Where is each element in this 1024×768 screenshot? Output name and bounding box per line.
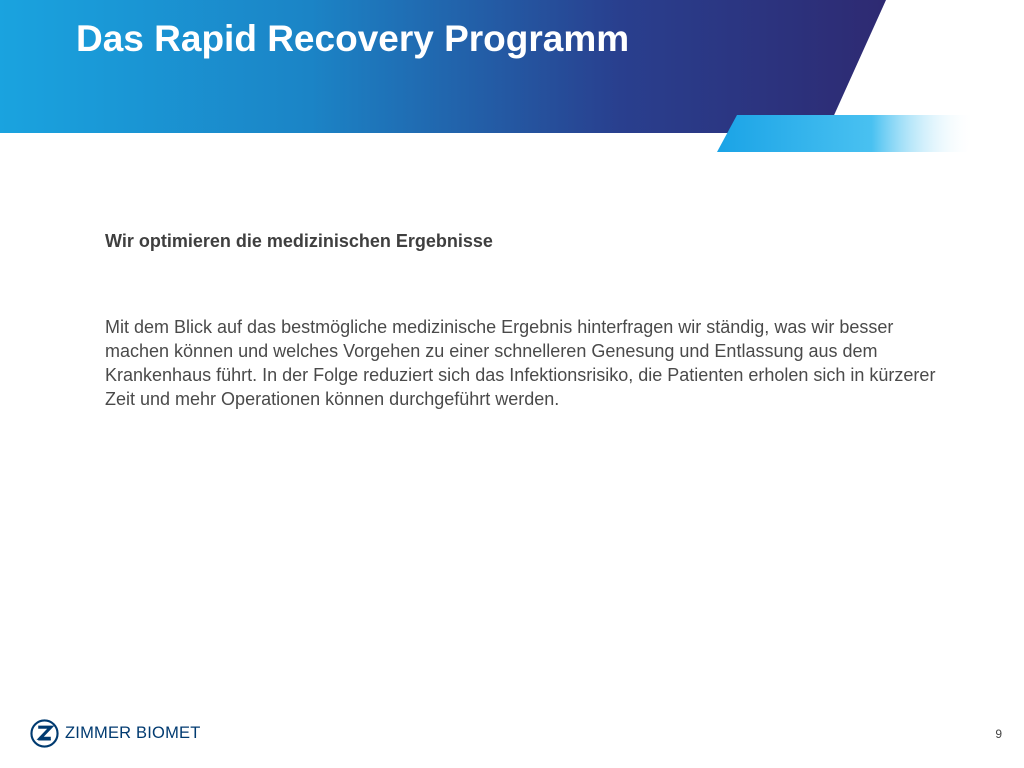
page-number: 9 (995, 727, 1002, 741)
zimmer-biomet-logo (30, 718, 201, 748)
slide-body-text: Mit dem Blick auf das bestmögliche medizinische Ergebnis hinterfragen wir ständig, was wir besser machen können und welches Vorgehen zu einer schnelleren Genesung und Entlassung aus dem Krankenhaus führt. In der Folge reduziert sich das Infektionsrisiko, die Patienten erholen sich in kürzerer Zeit und mehr Operationen können durchgeführt werden. (105, 317, 936, 409)
logo-text: ZIMMER BIOMET (65, 723, 201, 742)
slide-subtitle: Wir optimieren die medizinischen Ergebnisse (105, 231, 493, 251)
accent-stripe (717, 115, 975, 152)
zimmer-biomet-z-logo-icon (30, 719, 59, 748)
slide-title: Das Rapid Recovery Programm (76, 18, 630, 59)
